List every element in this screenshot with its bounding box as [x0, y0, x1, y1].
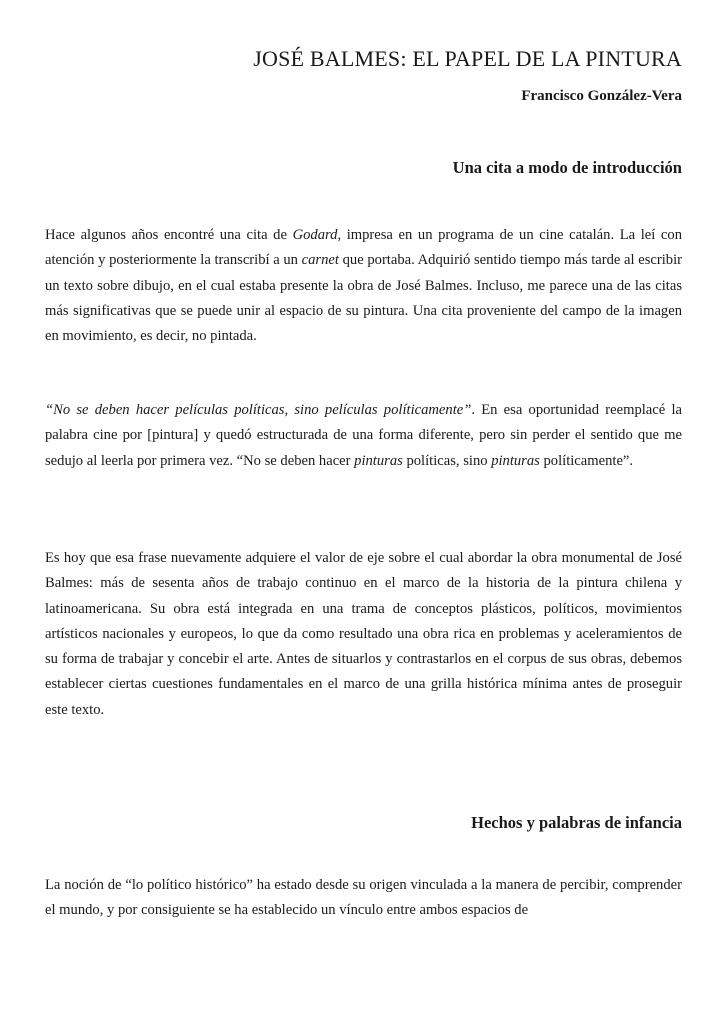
paragraph-4: La noción de “lo político histórico” ha estado desde su origen vinculada a la manera de percibir, comprender el mundo, y por consiguiente se ha establecido un vínculo entre ambos espacios de: [45, 877, 682, 919]
paragraph-2-emphasis-pinturas-2: pinturas: [491, 452, 540, 469]
document-title: JOSÉ BALMES: EL PAPEL DE LA PINTURA: [253, 46, 682, 71]
section-heading-introduction: Una cita a modo de introducción: [452, 158, 682, 177]
section-heading-childhood: Hechos y palabras de infancia: [471, 813, 682, 832]
document-page: [45, 0, 682, 1024]
paragraph-2: [45, 398, 682, 474]
paragraph-2-text-d: políticas, sino: [402, 452, 492, 469]
paragraph-3: Es hoy que esa frase nuevamente adquiere el valor de eje sobre el cual abordar la obra monumental de José Balmes: más de sesenta años de trabajo continuo en el marco de la historia de la pintura chilena y latinoamericana. Su obra está integrada en una trama de conceptos plásticos, políticos, movimientos artísticos nacionales y europeos, lo que da como resultado una obra rica en problemas y aceleramientos de su forma de trabajar y concebir el arte. Antes de situarlos y contrastarlos en el corpus de sus obras, debemos establecer ciertas cuestiones fundamentales en el marco de una grilla histórica mínima antes de proseguir este texto.: [45, 550, 682, 718]
paragraph-2-text-b: . En esa oportunidad reemplacé la palabra cine por [pintura] y quedó estructurada de una forma diferente, pero sin perder el sentido que me sedujo al leerla por primera vez. “No se deben hacer: [45, 402, 682, 469]
paragraph-1-text-e: que portaba. Adquirió sentido tiempo más tarde al escribir un texto sobre dibujo, en el cual estaba presente la obra de José Balmes. Incluso, me parece una de las citas más significativas que se puede unir al espacio de su pintura. Una cita proveniente del campo de la imagen en movimiento, es decir, no pintada.: [45, 252, 682, 345]
paragraph-2-text-f: políticamente”.: [539, 452, 634, 469]
paragraph-1-emphasis-godard: Godard: [292, 227, 338, 243]
paragraph-2-emphasis-pinturas-1: pinturas: [354, 452, 403, 469]
paragraph-1-text-c: , impresa en un programa de un cine catalán. La leí con atención y posteriormente la transcribí a un: [45, 227, 682, 269]
paragraph-1-text-a: Hace algunos años encontré una cita de: [45, 227, 293, 243]
author-name: Francisco González-Vera: [521, 88, 682, 104]
paragraph-2-quote: “No se deben hacer películas políticas, sino películas políticamente”: [45, 402, 472, 418]
paragraph-1-emphasis-carnet: carnet: [301, 252, 339, 269]
paragraph-1: [45, 223, 682, 349]
